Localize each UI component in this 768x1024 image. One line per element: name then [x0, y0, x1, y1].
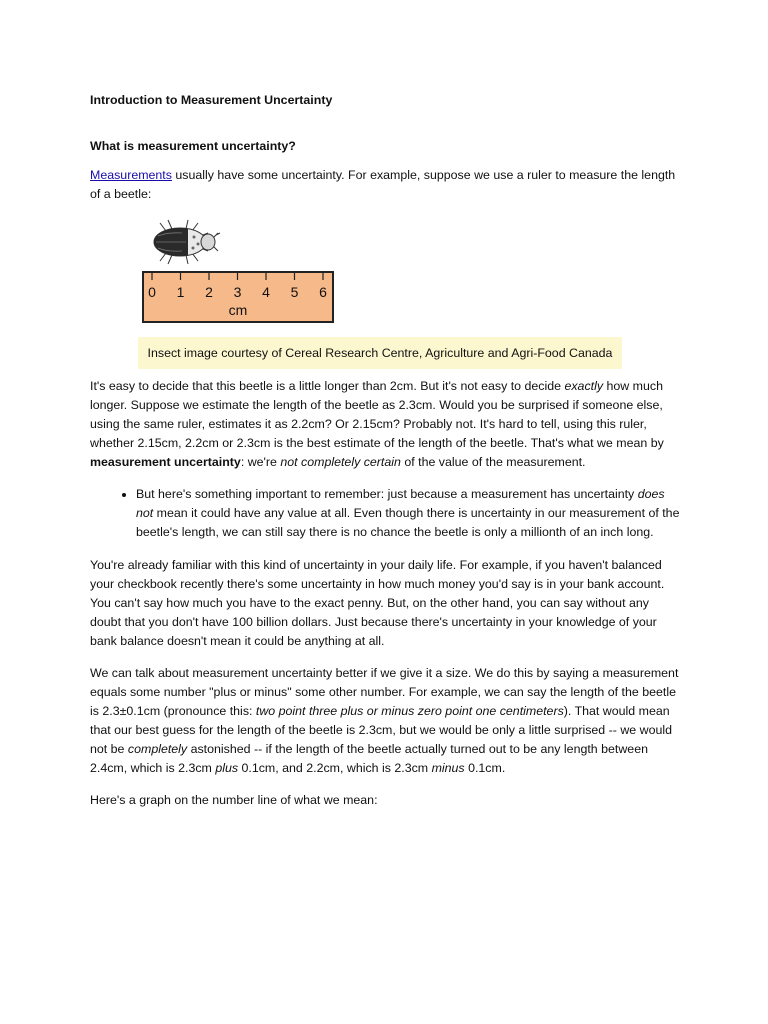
ruler-graphic: [142, 271, 334, 323]
bullet-list: [90, 485, 680, 542]
ruler-tick-label: 4: [262, 284, 270, 300]
paragraph-checkbook: You're already familiar with this kind of uncertainty in your daily life. For example, if you haven't balanced your checkbook recently there's some uncertainty in how much money you'd say is in your bank account. You can't say how much you have to the exact penny. But, on the other hand, you can say without any doubt that you don't have 100 billion dollars. Just because there's uncertainty in your knowledge of your bank balance doesn't mean it could be anything at all.: [90, 558, 665, 648]
intro-paragraph: Measurements usually have some uncertainty. For example, suppose we use a ruler to measure the length of a beetle:: [90, 168, 676, 201]
paragraph-plus-minus: We can talk about measurement uncertainty better if we give it a size. We do this by saying a measurement equals some number "plus or minus" some other number. For example, we can say the length of the beetle is 2.3±0.1cm (pronounce this: two point three plus or minus zero point one centimeters). That would mean that our best guess for the length of the beetle is 2.3cm, but we would be only a little surprised -- we would not be completely astonished -- if the length of the beetle actually turned out to be any length between 2.4cm, which is 2.3cm plus 0.1cm, and 2.2cm, which is 2.3cm minus 0.1cm.: [90, 666, 679, 775]
ruler-unit-label: cm: [228, 302, 248, 318]
beetle-image: [146, 217, 226, 267]
paragraph-graph-intro: Here's a graph on the number line of what we mean:: [90, 793, 378, 807]
document-title: Introduction to Measurement Uncertainty: [90, 93, 333, 107]
image-credit-caption: Insect image courtesy of Cereal Research Centre, Agriculture and Agri-Food Canada: [138, 337, 622, 369]
ruler: [142, 271, 334, 323]
ruler-tick-label: 5: [290, 284, 299, 300]
list-item: • But here's something important to remember: just because a measurement has uncertainty does not mean it could have any value at all. Even though there is uncertainty in our measurement of the beetle's length, we can still say there is no chance the beetle is only a millionth of an inch long.: [136, 485, 680, 542]
beetle-ruler-figure: [90, 217, 680, 369]
document-body: [90, 93, 680, 823]
ruler-tick-label: 1: [176, 284, 185, 300]
ruler-tick-label: 0: [148, 284, 156, 300]
paragraph-uncertainty-intro: It's easy to decide that this beetle is a little longer than 2cm. But it's not easy to decide exactly how much longer. Suppose we estimate the length of the beetle as 2.3cm. Would you be surprised if someone else, using the same ruler, estimates it as 2.2cm? Or 2.15cm? Probably not. It's hard to tell, using this ruler, whether 2.15cm, 2.2cm or 2.3cm is the best estimate of the length of the beetle. That's what we mean by measurement uncertainty: we're not completely certain of the value of the measurement.: [90, 379, 664, 469]
section-heading: What is measurement uncertainty?: [90, 139, 296, 153]
ruler-tick-label: 2: [205, 284, 213, 300]
measurements-link[interactable]: Measurements: [90, 168, 172, 182]
ruler-tick-label: 3: [233, 284, 242, 300]
ruler-tick-label: 6: [319, 284, 327, 300]
